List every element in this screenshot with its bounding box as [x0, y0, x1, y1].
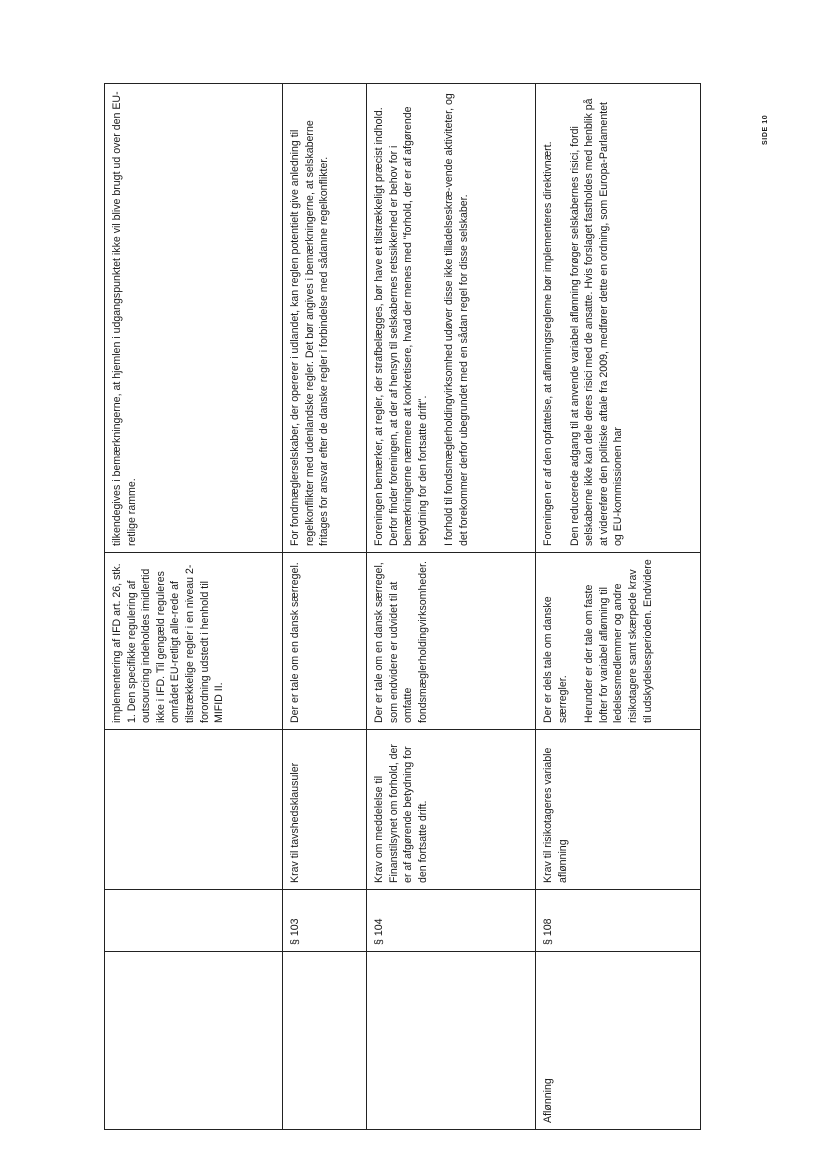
- assessment-paragraph: Der er dels tale om danske særregler.: [542, 596, 569, 723]
- assessment-cell: [367, 553, 536, 730]
- comment-cell: [105, 84, 283, 553]
- comment-paragraph: I forhold til fondsmæglerholdingvirksomhed udøver disse ikke tilladelseskræ-vende aktiviteter, og det forekommer derfor ubegrundet med en sådan regel for disse selskaber.: [443, 93, 470, 546]
- rotated-document-page: [104, 84, 700, 1130]
- assessment-paragraph: Der er tale om en dansk særregel, som endvidere er udvidet til at omfatte fondsmæglerholdingvirksomheder.: [373, 561, 429, 723]
- topic-cell: [105, 952, 283, 1130]
- section-cell: § 108: [536, 890, 701, 952]
- comment-paragraph: Foreningen er af den opfattelse, at aflønningsregleme bør implementeres direktivnært.: [542, 141, 554, 546]
- table-row: [367, 84, 536, 1130]
- assessment-cell: [105, 553, 283, 730]
- assessment-cell: [283, 553, 367, 730]
- section-cell: § 104: [367, 890, 536, 952]
- topic-cell: [283, 952, 367, 1130]
- section-cell: [105, 890, 283, 952]
- table-row: [105, 84, 283, 1130]
- comment-paragraph: tilkendegives i bemærkningerne, at hjemlen i udgangspunktet ikke vil blive brugt ud over den EU-retlige ramme.: [111, 91, 138, 546]
- rule-cell: Krav om meddelelse til Finanstilsynet om forhold, der er af afgørende betydning for den fortsatte drift.: [367, 730, 536, 890]
- comment-cell: [367, 84, 536, 553]
- table-row: [536, 84, 701, 1130]
- comment-cell: [536, 84, 701, 553]
- topic-cell: Aflønning: [536, 952, 701, 1130]
- section-cell: § 103: [283, 890, 367, 952]
- comment-cell: [283, 84, 367, 553]
- comment-paragraph: For fondmæglerselskaber, der opererer i udlandet, kan reglen potentielt give anledning til regelkonflikter med udenlandske regler. Det bør angives i bemærkningerne, at selskaberne fritages for ansvar efter de danske regler i forbindelse med sådanne regelkonflikter.: [289, 120, 331, 546]
- rule-cell: Krav til risikotageres variable aflønning: [536, 730, 701, 890]
- comment-paragraph: Foreningen bemærker, at regler, der strafbelægges, bør have et tilstrækkeligt præcist indhold. Derfor finder foreningen, at der af hensyn til selskabernes retssikkerhed er behov for i bemærkningerne nærmere at konkretisere, hvad der menes med "forhold, der er af afgørende betydning for den fortsatte drift".: [373, 106, 429, 546]
- comment-paragraph: Den reducerede adgang til at anvende variabel aflønning forøger selskabernes risici, fordi selskaberne ikke kan dele deres risici med de ansatte. Hvis forslaget fastholdes med henblik på at videreføre den politiske aftale fra 2009, medfører dette en ordning, som Europa-Parlamentet og EU-kommissionen har: [568, 98, 625, 546]
- rule-cell: [105, 730, 283, 890]
- table-row: [283, 84, 367, 1130]
- page-number: SIDE 10: [762, 114, 769, 145]
- rule-cell: Krav til tavshedsklausuler: [283, 730, 367, 890]
- assessment-paragraph: Herunder er der tale om faste lofter for variabel aflønning til ledelsesmedlemmer og andre risikotagere samt skærpede krav til udskydelsesperioden. Endvidere: [583, 559, 654, 723]
- assessment-cell: [536, 553, 701, 730]
- topic-cell: [367, 952, 536, 1130]
- assessment-paragraph: Der er tale om en dansk særregel.: [289, 562, 301, 723]
- regulation-table: [104, 83, 701, 1130]
- assessment-paragraph: implementering af IFD art. 26, stk. 1. Den specifikke regulering af outsourcing indeholdes imidlertid ikke i IFD. Til gengæld reguleres området EU-retligt alle-rede af tilstrækkelige regler i en niveau 2-forordning udstedt i henhold til MIFID II.: [111, 563, 226, 723]
